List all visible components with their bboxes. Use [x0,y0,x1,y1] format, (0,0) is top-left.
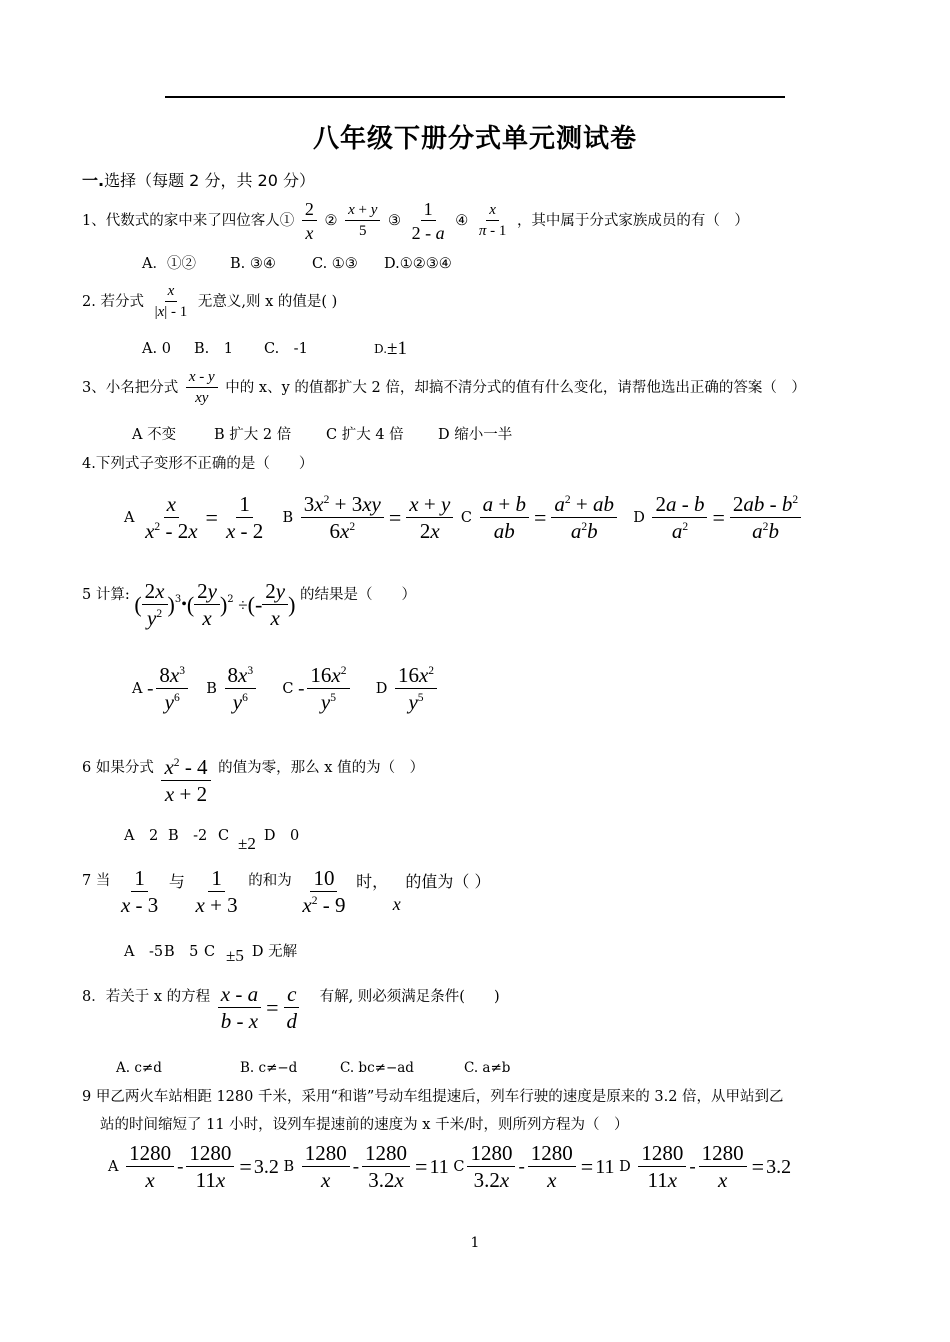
q4-label-b: B [282,510,294,526]
question-5: 5 计算: ( $\frac{2x}{y^2}$ )$^3$•( $\frac{2y}{x}$ )$^2$ ÷(- $\frac{2y}{x}$ ) 的结果是（ ） [82,579,417,630]
q5-tail: 的结果是（ ） [300,587,417,603]
section-heading [82,168,315,191]
q5-frac-3: $\frac{2y}{x}$ [262,581,288,629]
q9-b-frac-1: $\frac{1280}{x}$ [302,1143,350,1191]
question-6 [82,757,424,805]
q5-d-frac: $\frac{16x^2}{y^5}$ [395,665,437,713]
q8-right-frac: $\frac{c}{d}$ [283,984,300,1032]
question-9-line-1: 9 甲乙两火车站相距 1280 千米，采用“和谐”号动车组提速后，列车行驶的速度是原来的 3.2 倍，从甲站到乙 [82,1089,784,1105]
q8-left-frac: $\frac{x - a}{b - x}$ [218,984,261,1032]
page-number: 1 [470,1235,480,1251]
q3-tail: 中的 x、y 的值都扩大 2 倍，却搞不清分式的值有什么变化，请帮他选出正确的答案（ ） [225,380,806,396]
q3-option-c: C 扩大 4 倍 [326,427,404,443]
q9-d-frac-2: $\frac{1280}{x}$ [699,1143,747,1191]
q9-options: A $\frac{1280}{x}$ - $\frac{1280}{11x}$ = 3.2 B $\frac{1280}{x}$ - $\frac{1280}{3.2x}$ = 11 C $\frac{1280}{3.2x}$ - $\frac{1280}{x}$ = 11 D $\frac{1280}{11x}$ - $\frac{1280}{x}$ = 3.2 [108,1141,792,1192]
q1-frac-2: $\frac{x + y}{5}$ [345,203,380,239]
q3-frac: $\frac{x - y}{xy}$ [186,370,218,406]
page-title: 八年级下册分式单元测试卷 [312,124,637,154]
q5-frac-1: $\frac{2x}{y^2}$ [142,581,168,629]
q6-tail: 的值为零，那么 x 值的为（ ） [218,760,425,776]
q7-mid3: 时， [356,872,389,891]
question-7 [82,868,490,916]
q7-intro: 7 当 [82,873,111,889]
question-2 [82,284,337,320]
q6-options [124,827,300,853]
q8-options [116,1062,510,1076]
q7-frac-2: $\frac{1}{x + 3}$ [195,866,238,917]
q5-label-d: D [375,681,388,697]
q7-options [124,943,298,965]
q2-option-b: B. 1 [194,340,233,357]
q9-d-result: 3.2 [766,1156,792,1178]
q6-option-c: C [218,827,230,844]
q6-option-b: B -2 [168,827,208,844]
header-rule [165,96,785,98]
q8-option-c: C. bc≠−ad [340,1060,414,1076]
q1-frac-1: $\frac{2}{x}$ [302,200,317,242]
q3-option-a: A 不变 [132,427,177,443]
q1-c4: ④ [455,213,469,229]
q5-label-a: A [132,681,143,697]
q1-option-c: C. ①③ [312,256,358,272]
q4-label-a: A [124,510,135,526]
q1-tail: ，其中属于分式家族成员的有（ ） [516,213,749,229]
q5-label-c: C [282,681,294,697]
q2-frac: $\frac{x}{|x| - 1}$ [154,283,188,320]
question-8: 8．若关于 x 的方程 $\frac{x - a}{b - x}$ = $\frac{c}{d}$ 有解, 则必须满足条件( ) [82,982,500,1033]
q4-a-left: $\frac{x}{x^2 - 2x}$ [145,492,198,543]
q3-options [132,428,512,443]
q9-a-frac-1: $\frac{1280}{x}$ [126,1143,174,1191]
q9-a-frac-2: $\frac{1280}{11x}$ [186,1143,234,1191]
q4-b-right: $\frac{x + y}{2x}$ [406,494,453,542]
q2-tail: 无意义,则 x 的值是( ) [197,294,338,310]
q6-frac: $\frac{x^2 - 4}{x + 2}$ [161,757,210,805]
q8-option-a: A. c≠d [116,1060,162,1076]
q9-d-frac-1: $\frac{1280}{11x}$ [638,1143,686,1191]
q4-a-right: $\frac{1}{x - 2}$ [225,492,264,543]
q5-options: A - $\frac{8x^3}{y^6}$ B $\frac{8x^3}{y^6}$ C - $\frac{16x^2}{y^5}$ D $\frac{16x^2}{y^5}$ [132,665,440,713]
q5-c-frac: $\frac{16x^2}{y^5}$ [307,665,349,713]
q4-label-d: D [633,510,645,526]
q9-b-result: 11 [429,1156,449,1178]
q1-c2: ② [324,213,338,229]
q2-option-d-value: ±1 [387,338,407,359]
q9-c-frac-2: $\frac{1280}{x}$ [528,1143,576,1191]
q5-frac-2: $\frac{2y}{x}$ [194,581,220,629]
question-4: 4.下列式子变形不正确的是（ ） [82,456,314,472]
q8-option-b: B. c≠−d [240,1060,298,1076]
q3-option-d: D 缩小一半 [438,427,513,443]
q8-intro: 8．若关于 x 的方程 [82,989,211,1005]
q4-label-c: C [460,510,473,526]
q7-option-c: C [204,943,216,960]
q7-option-d: D 无解 [251,943,298,960]
q6-option-c-value: ±2 [238,834,256,853]
q1-options [142,257,452,272]
q3-intro: 3、小名把分式 [82,380,179,396]
section-prefix: 一. [82,171,105,190]
q2-options [142,339,407,358]
q4-c-left: $\frac{a + b}{ab}$ [480,494,529,542]
q4-d-left: $\frac{2a - b}{a^2}$ [652,494,707,542]
q4-b-left: $\frac{3x^2 + 3xy}{6x^2}$ [301,494,384,542]
q1-option-d: D.①②③④ [384,256,452,272]
q5-intro: 5 计算: [82,587,130,603]
q7-mid2: 的和为 [248,873,292,889]
question-3 [82,370,806,406]
q7-frac-1: $\frac{1}{x - 3}$ [120,866,159,917]
q8-option-d: C. a≠b [464,1060,511,1076]
section-label: 选择（每题 2 分，共 20 分） [104,171,315,190]
question-1 [82,200,749,242]
q6-option-a: A 2 [124,827,159,844]
q7-tail: 的值为（ ） [405,872,491,891]
q9-c-result: 11 [595,1156,615,1178]
q9-a-result: 3.2 [253,1156,279,1178]
q1-frac-3: $\frac{1}{2 - a}$ [411,199,445,243]
q9-b-frac-2: $\frac{1280}{3.2x}$ [362,1143,410,1191]
q7-mid1: 与 [168,872,185,891]
q2-option-a: A. 0 [142,340,171,357]
q1-option-b: B. ③④ [230,256,276,272]
q2-intro: 2. 若分式 [82,294,144,310]
q7-frac-3: $\frac{10}{x^2 - 9}$ [302,866,346,917]
q9-label-c: C [453,1159,465,1175]
q1-intro: 1、代数式的家中来了四位客人① [82,213,295,229]
question-9-line-2: 站的时间缩短了 11 小时，设列车提速前的速度为 x 千米/时，则所列方程为（ ） [100,1117,629,1133]
q2-option-c: C. -1 [264,340,308,357]
q9-label-d: D [619,1159,631,1175]
q7-option-b: B 5 [164,943,199,960]
q5-label-b: B [206,681,217,697]
q5-a-frac: $\frac{8x^3}{y^6}$ [156,665,188,713]
q1-c3: ③ [387,213,401,229]
q7-variable: x [392,894,401,914]
q8-tail: 有解, 则必须满足条件( ) [319,989,500,1005]
q4-options: A $\frac{x}{x^2 - 2x}$ = $\frac{1}{x - 2}$ B $\frac{3x^2 + 3xy}{6x^2}$ = $\frac{x + y}{2x}$ C $\frac{a + b}{ab}$ = $\frac{a^2 + ab}{a^2b}$ D $\frac{2a - b}{a^2}$ = $\frac{2ab - b^2}{a^2b}$ [124,494,804,542]
q1-frac-4: $\frac{x}{\pi - 1}$ [478,202,507,239]
q1-option-a: A．①② [142,256,196,272]
q9-label-b: B [283,1159,295,1175]
q4-c-right: $\frac{a^2 + ab}{a^2b}$ [551,494,617,542]
q6-intro: 6 如果分式 [82,760,154,776]
q7-option-c-value: ±5 [226,946,244,965]
q9-label-a: A [108,1159,119,1175]
q4-d-right: $\frac{2ab - b^2}{a^2b}$ [730,494,801,542]
q6-option-d: D 0 [263,827,300,844]
q5-b-frac: $\frac{8x^3}{y^6}$ [225,665,257,713]
q2-option-d: D. [374,341,388,356]
q3-option-b: B 扩大 2 倍 [214,427,292,443]
q9-c-frac-1: $\frac{1280}{3.2x}$ [467,1143,515,1191]
q7-option-a: A -5 [124,943,164,960]
